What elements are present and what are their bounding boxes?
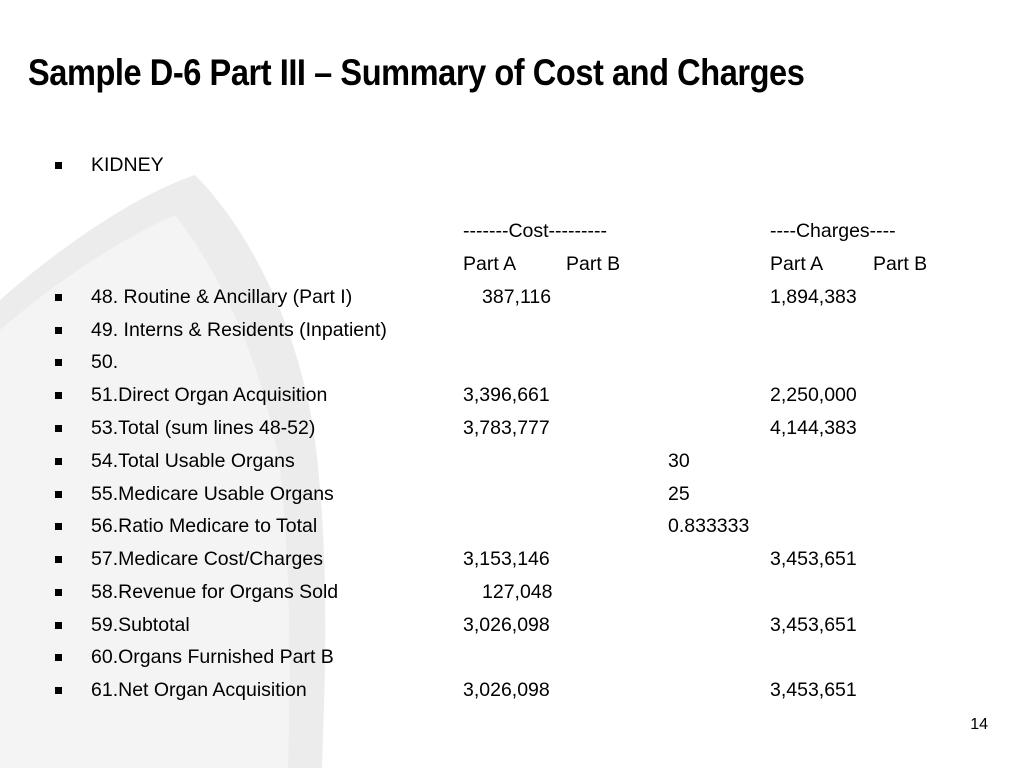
table-row [0, 511, 1024, 541]
section-line [0, 150, 1024, 180]
table-row [0, 577, 1024, 607]
table-row [0, 675, 1024, 705]
table-row [0, 479, 1024, 509]
row-label: 61.Net Organ Acquisition [91, 679, 307, 701]
cost-part-a-header: Part A [463, 253, 517, 275]
row-label: 54.Total Usable Organs [91, 450, 295, 472]
cost-part-a-value: 3,783,777 [463, 417, 550, 439]
slide-title: Sample D-6 Part III – Summary of Cost and Charges [28, 52, 805, 93]
bullet-icon [55, 491, 62, 498]
bullet-icon [55, 523, 62, 530]
row-label: 49. Interns & Residents (Inpatient) [91, 319, 387, 341]
cost-part-a-value: 127,048 [482, 581, 553, 603]
table-row [0, 544, 1024, 574]
table-row [0, 282, 1024, 312]
bullet-icon [55, 458, 62, 465]
bullet-icon [55, 294, 62, 301]
organ-count-value: 25 [668, 483, 690, 505]
charges-part-a-value: 3,453,651 [770, 614, 857, 636]
charges-group-header: ----Charges---- [770, 220, 896, 242]
row-label: 59.Subtotal [91, 614, 190, 636]
charges-part-a-value: 3,453,651 [770, 548, 857, 570]
row-label: 48. Routine & Ancillary (Part I) [91, 286, 353, 308]
bullet-icon [55, 654, 62, 661]
bullet-icon [55, 622, 62, 629]
charges-part-a-value: 2,250,000 [770, 384, 857, 406]
row-label: 57.Medicare Cost/Charges [91, 548, 323, 570]
bullet-icon [55, 162, 62, 169]
row-label: 55.Medicare Usable Organs [91, 483, 334, 505]
cost-part-a-value: 387,116 [482, 286, 552, 308]
column-group-header [0, 216, 1024, 246]
cost-part-a-value: 3,026,098 [463, 614, 550, 636]
table-row [0, 610, 1024, 640]
table-row [0, 347, 1024, 377]
section-label: KIDNEY [91, 154, 164, 176]
cost-part-a-value: 3,026,098 [463, 679, 550, 701]
bullet-icon [55, 359, 62, 366]
row-label: 56.Ratio Medicare to Total [91, 515, 318, 537]
bullet-icon [55, 425, 62, 432]
bullet-icon [55, 687, 62, 694]
cost-group-header: -------Cost--------- [463, 220, 607, 242]
cost-part-a-value: 3,396,661 [463, 384, 550, 406]
charges-part-b-header: Part B [873, 253, 928, 275]
bullet-icon [55, 392, 62, 399]
page-number: 14 [970, 716, 988, 733]
row-label: 50. [91, 351, 119, 373]
table-row [0, 380, 1024, 410]
table-row [0, 642, 1024, 672]
row-label: 58.Revenue for Organs Sold [91, 581, 339, 603]
charges-part-a-header: Part A [770, 253, 824, 275]
row-label: 51.Direct Organ Acquisition [91, 384, 328, 406]
charges-part-a-value: 4,144,383 [770, 417, 857, 439]
organ-count-value: 30 [668, 450, 690, 472]
charges-part-a-value: 1,894,383 [770, 286, 857, 308]
row-label: 53.Total (sum lines 48-52) [91, 417, 316, 439]
bullet-icon [55, 556, 62, 563]
ratio-value: 0.833333 [668, 515, 750, 537]
table-row [0, 413, 1024, 443]
bullet-icon [55, 327, 62, 334]
row-label: 60.Organs Furnished Part B [91, 646, 334, 668]
charges-part-a-value: 3,453,651 [770, 679, 857, 701]
table-row [0, 315, 1024, 345]
cost-part-a-value: 3,153,146 [463, 548, 550, 570]
cost-part-b-header: Part B [566, 253, 621, 275]
column-subheader [0, 249, 1024, 279]
bullet-icon [55, 589, 62, 596]
table-row [0, 446, 1024, 476]
